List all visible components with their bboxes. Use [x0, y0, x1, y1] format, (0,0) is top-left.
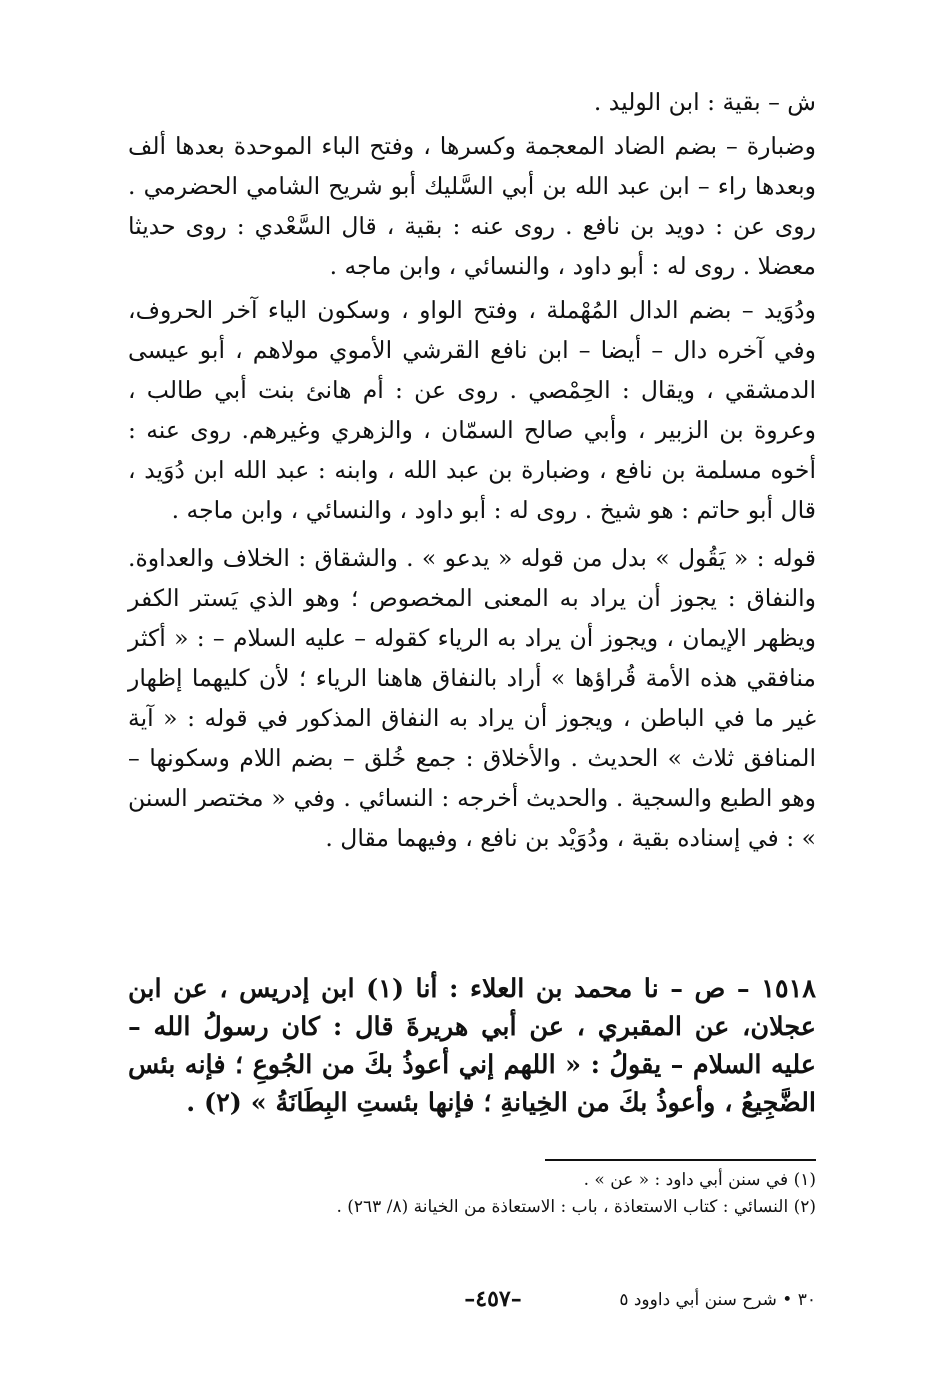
paragraph-explanation: قوله : « يَقُول » بدل من قوله « يدعو » . والشقاق : الخلاف والعداوة. والنفاق : يجوز أن يراد به المعنى المخصوص ؛ وهو الذي يَستر الكفر ويظهر الإيمان ، ويجوز أن يراد به الرياء كقوله – عليه السلام – : « أكثر منافقي هذه الأمة قُراؤها » أراد بالنفاق هاهنا الرياء ؛ لأن كليهما إظهار غير ما في الباطن ، ويجوز أن يراد به النفاق المذكور في قوله : « آية المنافق ثلاث » الحديث . والأخلاق : جمع خُلق – بضم اللام وسكونها – وهو الطبع والسجية . والحديث أخرجه : النسائي . وفي « مختصر السنن » : في إسناده بقية ، ودُوَيْد بن نافع ، وفيهما مقال .: [128, 544, 816, 852]
hadith-text: ١٥١٨ – ص – نا محمد بن العلاء : أنا (١) ابن إدريس ، عن ابن عجلان، عن المقبري ، عن أبي هريرةَ قال : كان رسولُ الله – عليه السلام – يقولُ : « اللهم إني أعوذُ بكَ من الجُوعِ ؛ فإنه بئس الضَّجِيعُ ، وأعوذُ بكَ من الخِيانةِ ؛ فإنها بئستِ البِطَانَةُ » (٢) .: [128, 974, 816, 1118]
commentary-text: [128, 82, 816, 858]
signature-mark: ٣٠ • شرح سنن أبي داوود ٥: [619, 1290, 816, 1310]
paragraph-duwayd-bio: ودُوَيد – بضم الدال المُهْملة ، وفتح الواو ، وسكون الياء آخر الحروف، وفي آخره دال – أيضا – ابن نافع القرشي الأموي مولاهم ، أبو عيسى الدمشقي ، ويقال : الحِمْصي . روى عن : أم هانئ بنت أبي طالب ، وعروة بن الزبير ، وأبي صالح السمّان ، والزهري وغيرهم. روى عنه : أخوه مسلمة بن نافع ، وضبارة بن عبد الله ، وابنه : عبد الله ابن دُوَيد ، قال أبو حاتم : هو شيخ . روى له : أبو داود ، والنسائي ، وابن ماجه .: [128, 296, 816, 524]
page-number: –٤٥٧–: [464, 1286, 522, 1312]
footnote-divider: [545, 1159, 816, 1161]
paragraph-dubara-bio: وضبارة – بضم الضاد المعجمة وكسرها ، وفتح الباء الموحدة بعدها ألف وبعدها راء – ابن عبد الله بن أبي السَّليك أبو شريح الشامي الحضرمي . روى عن : دويد بن نافع . روى عنه : بقية ، قال السَّعْدي : روى حديثا معضلا . روى له : أبو داود ، والنسائي ، وابن ماجه .: [128, 132, 816, 280]
footnote-2: (٢) النسائي : كتاب الاستعاذة ، باب : الاستعاذة من الخيانة (٨/ ٢٦٣) .: [336, 1197, 816, 1217]
page-footer: [128, 1286, 816, 1320]
footnote-1: (١) في سنن أبي داود : « عن » .: [583, 1170, 816, 1190]
footnotes: [128, 1167, 816, 1221]
paragraph-narrator-note: ش – بقية : ابن الوليد .: [593, 88, 816, 116]
